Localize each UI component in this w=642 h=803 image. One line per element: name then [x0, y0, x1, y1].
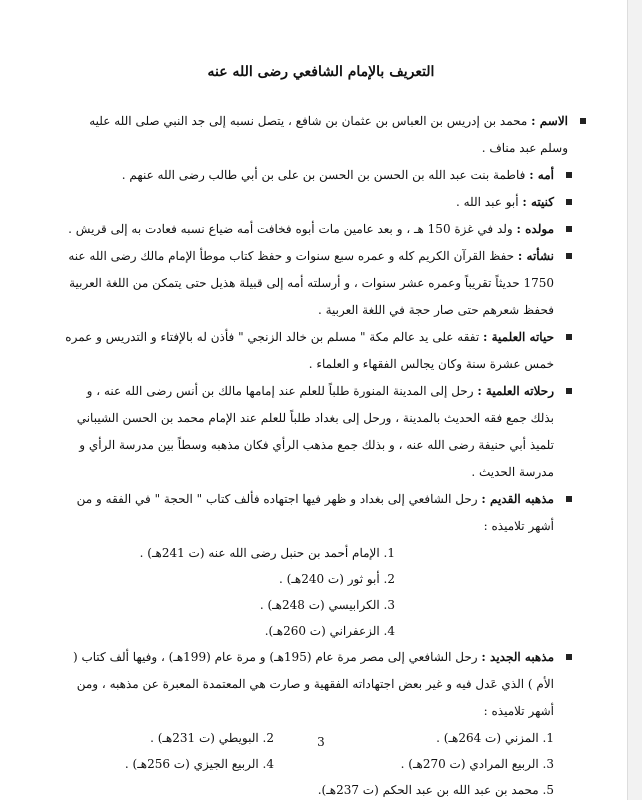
- new-students-list: [62, 725, 590, 777]
- item-text: فاطمة بنت عبد الله بن الحسن بن الحسن بن على بن أبي طالب رضى الله عنهم .: [121, 168, 530, 182]
- bullet-icon: [580, 118, 586, 124]
- item-text: محمد بن إدريس بن العباس بن عثمان بن شافع ، يتصل نسبه إلى جد النبي صلى الله عليه وسلم عبد مناف .: [89, 114, 568, 155]
- list-item-name: [62, 108, 590, 162]
- item-label: نشأته :: [517, 249, 554, 263]
- student-item: 2. أبو ثور (ت 240هـ) .: [279, 572, 395, 586]
- document-body: [62, 108, 590, 803]
- bullet-icon: [566, 226, 572, 232]
- student-item: 2. البويطي (ت 231هـ) .: [150, 731, 274, 745]
- item-text: حفظ القرآن الكريم كله و عمره سبع سنوات و حفظ كتاب موطأ الإمام مالك رضى الله عنه 1750 حديثاً تقريباً وعمره عشر سنوات ، و أرسلته أمه إلى قبيلة هذيل حتى يتمكن من اللغة العربية فحفظ شعرهم حتى صار حجة في اللغة العربية .: [68, 249, 554, 317]
- item-label: الاسم :: [531, 114, 568, 128]
- item-label: مذهبه القديم :: [481, 492, 554, 506]
- item-text: ولد في غزة 150 هـ ، و بعد عامين مات أبوه فخافت أمه ضياع نسبه فعادت به إلى قريش .: [68, 222, 517, 236]
- item-text: تفقه على يد عالم مكة " مسلم بن خالد الزنجي " فأذن له بالإفتاء و التدريس و عمره خمس عشرة سنة وكان يجالس الفقهاء و العلماء .: [65, 330, 554, 371]
- bullet-icon: [566, 334, 572, 340]
- item-text: رحل إلى المدينة المنورة طلباً للعلم عند إمامها مالك بن أنس رضى الله عنه ، و بذلك جمع فقه الحديث بالمدينة ، ورحل إلى بغداد طلباً للعلم عند الإمام محمد بن الحسن الشيباني تلميذ أبي حنيفة رضى الله عنه ، و بذلك جمع مذهب الرأي فكان مذهبه وسطاً بين مدرسة الرأي و مدرسة الحديث .: [76, 384, 554, 479]
- student-item: 4. الزعفراني (ت 260هـ).: [264, 624, 395, 638]
- student-item: 3. الربيع المرادي (ت 270هـ) .: [400, 757, 554, 771]
- list-item-journeys: [62, 378, 576, 486]
- bullet-icon: [566, 496, 572, 502]
- item-text: أبو عبد الله .: [455, 195, 523, 209]
- list-item-new-school: [62, 644, 576, 725]
- list-item-old-school: [62, 486, 576, 540]
- bullet-icon: [566, 654, 572, 660]
- bullet-icon: [566, 199, 572, 205]
- item-text: رحل الشافعي إلى مصر مرة عام (195هـ) و مرة عام (199هـ) ، وفيها ألف كتاب ( الأم ) الذي عَدل فيه و غير بعض اجتهاداته الفقهية و صارت هي المعتمدة المعبرة عن مذهبه ، ومن أشهر تلاميذه :: [72, 650, 554, 718]
- item-label: مذهبه الجديد :: [481, 650, 554, 664]
- list-item-upbringing: [62, 243, 576, 324]
- page-title: التعريف بالإمام الشافعي رضى الله عنه: [207, 64, 435, 80]
- student-item: 5. محمد بن عبد الله بن عبد الحكم (ت 237هـ).: [317, 783, 554, 797]
- student-item: 1. الإمام أحمد بن حنبل رضى الله عنه (ت 241هـ) .: [139, 546, 395, 560]
- student-item: 3. الكرابيسي (ت 248هـ) .: [259, 598, 395, 612]
- list-item-mother: [62, 162, 576, 189]
- page-edge: [627, 0, 642, 800]
- list-item-kunya: [62, 189, 576, 216]
- item-label: كنيته :: [522, 195, 554, 209]
- bullet-icon: [566, 253, 572, 259]
- student-item: 4. الربيع الجيزي (ت 256هـ) .: [124, 757, 274, 771]
- item-label: حياته العلمية :: [483, 330, 554, 344]
- bullet-icon: [566, 388, 572, 394]
- list-item-scholarly-life: [62, 324, 576, 378]
- page-number: 3: [317, 735, 325, 749]
- item-text: رحل الشافعي إلى بغداد و ظهر فيها اجتهاده فألف كتاب " الحجة " في الفقه و من أشهر تلاميذه :: [76, 492, 554, 533]
- list-item-birth: [62, 216, 576, 243]
- item-label: أمه :: [529, 168, 554, 182]
- item-label: رحلاته العلمية :: [477, 384, 554, 398]
- item-label: مولده :: [516, 222, 554, 236]
- student-item: 1. المزني (ت 264هـ) .: [436, 731, 554, 745]
- old-students-list: [62, 540, 590, 644]
- bullet-icon: [566, 172, 572, 178]
